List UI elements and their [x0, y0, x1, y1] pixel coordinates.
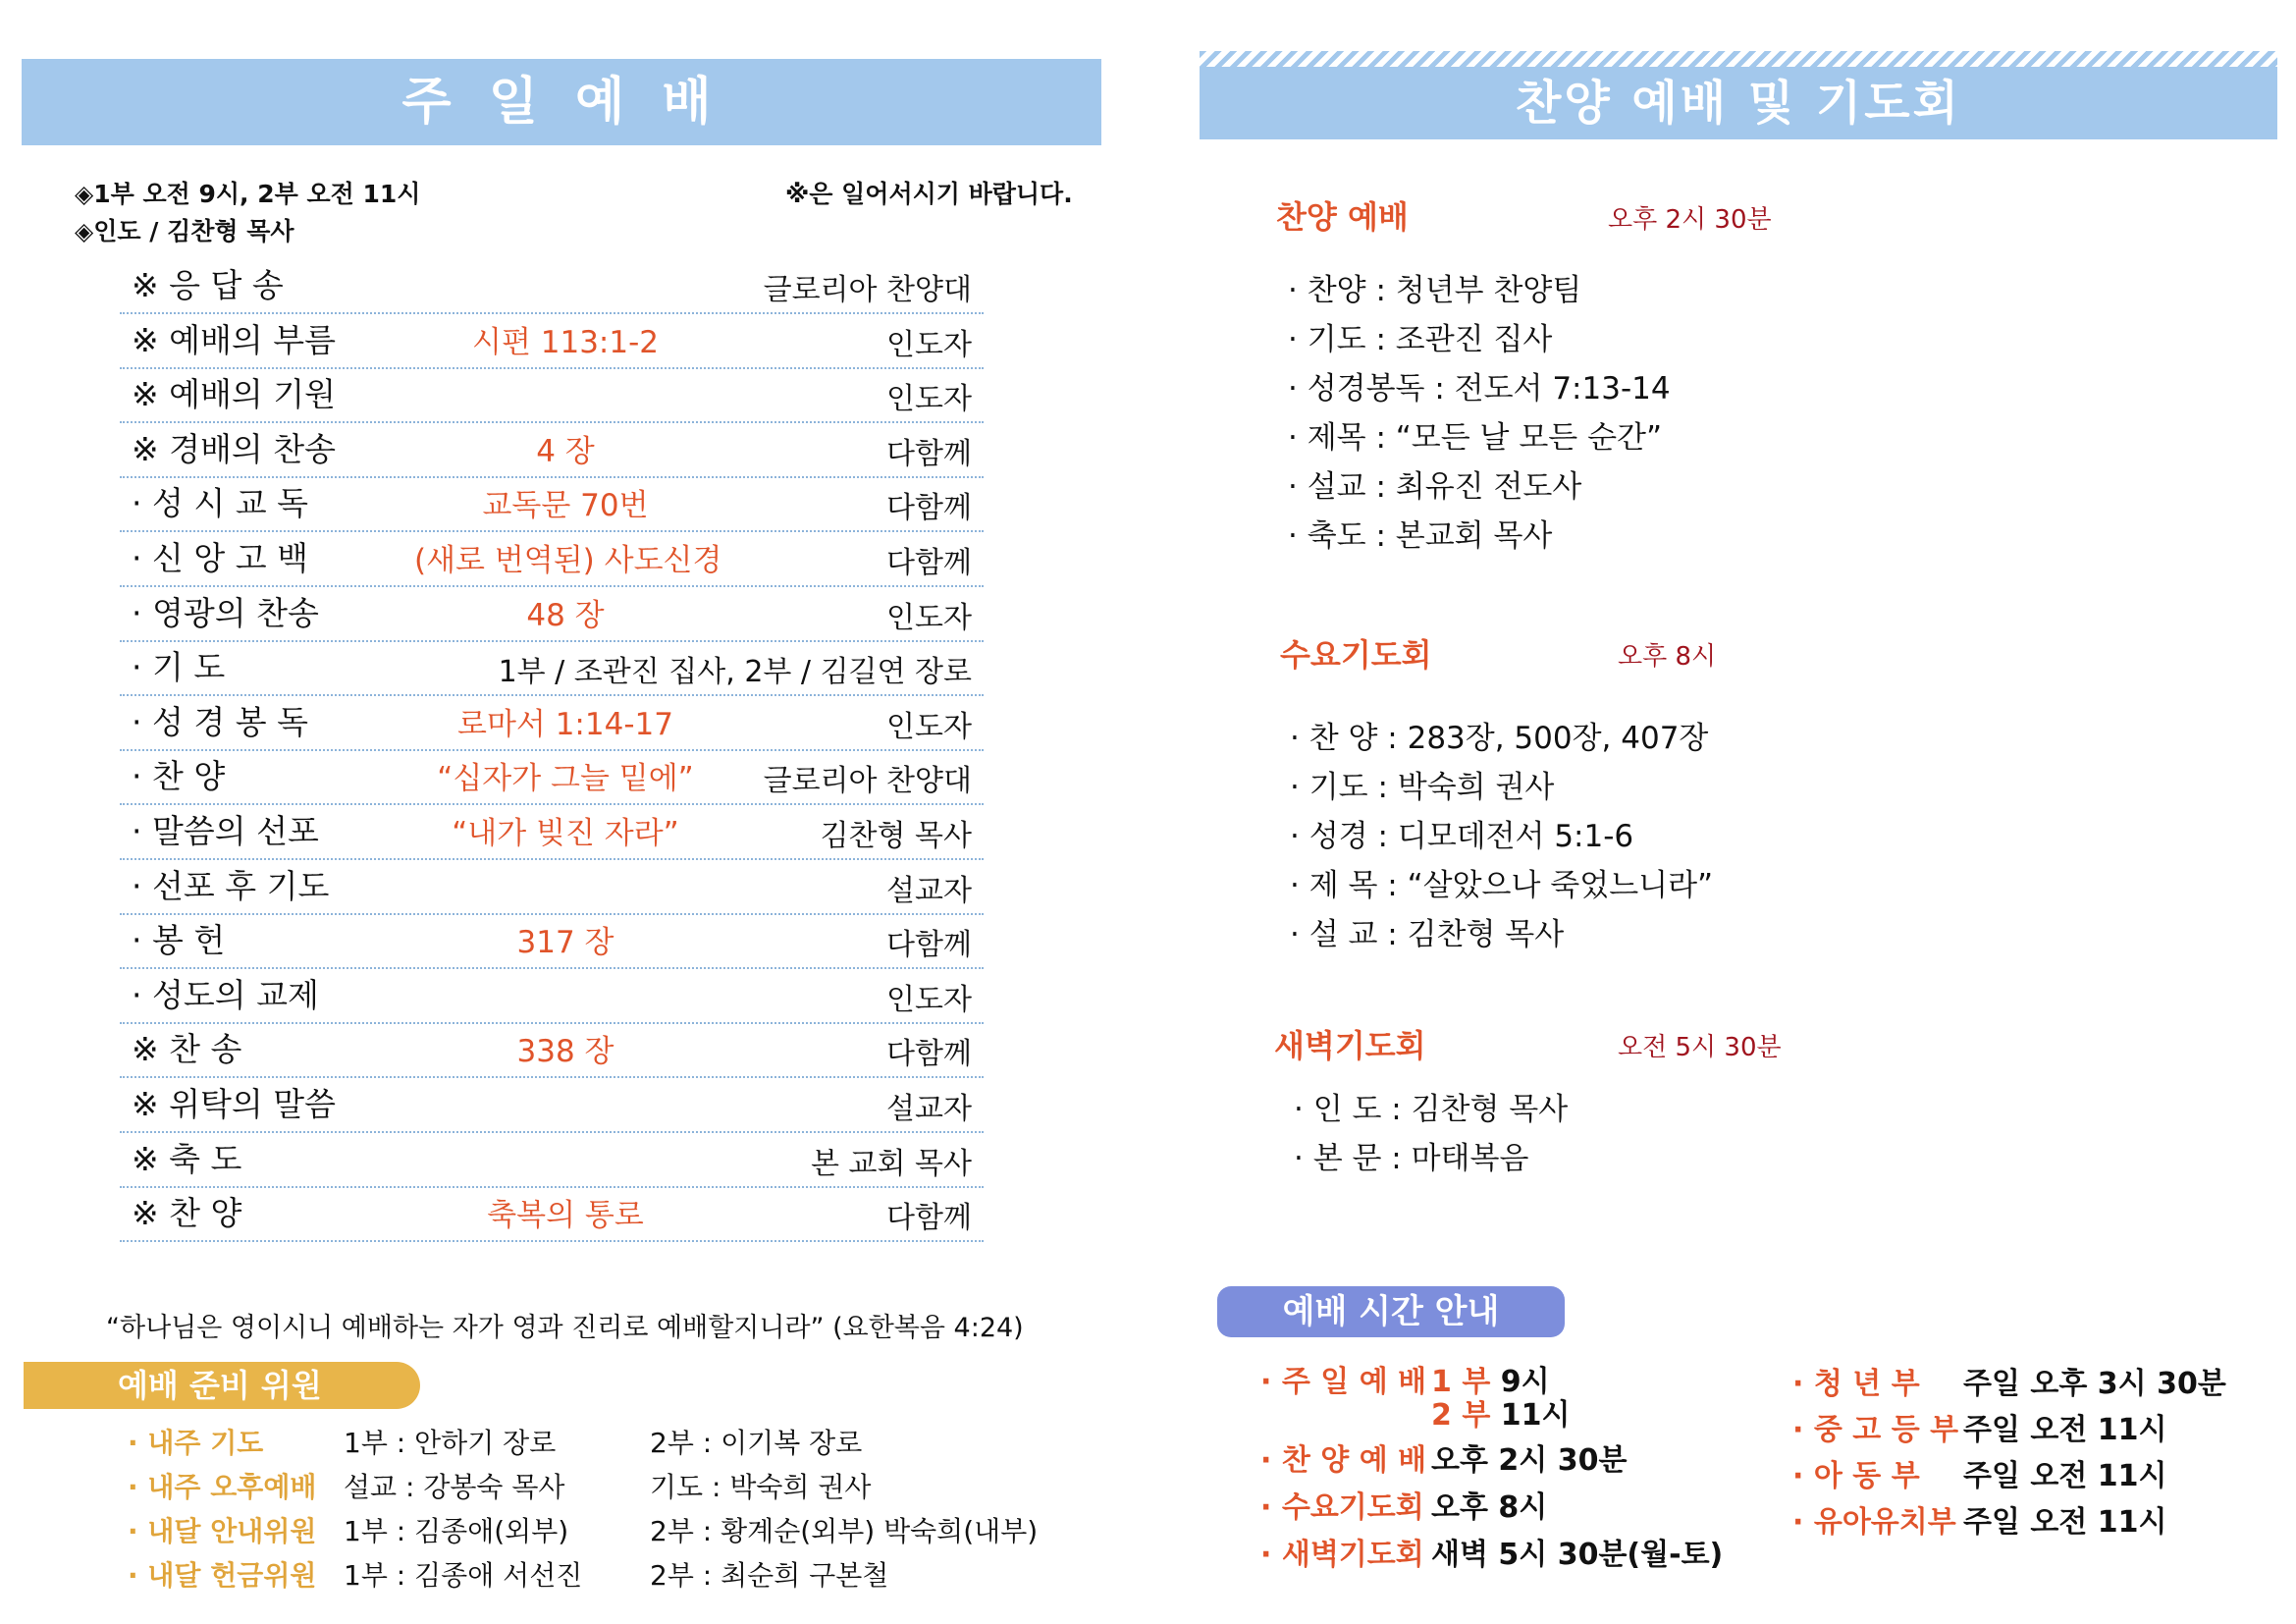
tg-group-label: · 중 고 등 부 [1792, 1413, 1959, 1447]
order-responsible: 글로리아 찬양대 [763, 764, 972, 799]
tg-wednesday-time: 오후 8시 [1431, 1490, 1548, 1525]
tg-sunday-1-time: 9시 [1500, 1365, 1550, 1399]
committee-first: 1부 : 김종애(외부) [344, 1515, 569, 1547]
order-row [120, 1133, 984, 1188]
order-row [120, 368, 984, 423]
tg-praise-label: · 찬 양 예 배 [1260, 1443, 1427, 1478]
order-item: · 성도의 교제 [132, 975, 319, 1014]
order-responsible: 다함께 [886, 1201, 972, 1236]
order-reference: 338 장 [516, 1034, 614, 1070]
tg-sunday-1-part: 1 부 [1431, 1365, 1491, 1399]
committee-second: 기도 : 박숙희 권사 [650, 1471, 872, 1503]
order-item: · 찬 양 [132, 757, 226, 796]
order-responsible: 인도자 [886, 709, 972, 744]
tg-group-time: 주일 오후 3시 30분 [1963, 1367, 2226, 1401]
wednesday-section-time: 오후 8시 [1618, 642, 1717, 672]
order-item: · 말씀의 선포 [132, 812, 319, 850]
dawn-line: · 인 도 : 김찬형 목사 [1294, 1092, 1569, 1127]
order-reference: 교독문 70번 [482, 488, 649, 524]
order-responsible: 다함께 [886, 546, 972, 580]
banner-stripes [1200, 51, 2277, 67]
order-responsible: 설교자 [886, 873, 972, 908]
tg-dawn-label: · 새벽기도회 [1260, 1538, 1424, 1572]
tg-group-label: · 아 동 부 [1792, 1459, 1920, 1493]
tg-sunday-2 [1431, 1390, 1571, 1434]
praise-section-time: 오후 2시 30분 [1608, 205, 1772, 235]
tg-group-label: · 유아유치부 [1792, 1505, 1956, 1540]
order-item: · 선포 후 기도 [132, 866, 330, 905]
order-responsible: 김찬형 목사 [820, 819, 972, 853]
order-item: · 성 시 교 독 [132, 484, 308, 523]
order-reference: (새로 번역된) 사도신경 [414, 543, 722, 578]
committee-second: 2부 : 최순희 구본철 [650, 1559, 889, 1592]
order-row [120, 1187, 984, 1242]
order-reference: 축복의 통로 [487, 1198, 644, 1234]
tg-praise-time: 오후 2시 30분 [1431, 1443, 1628, 1478]
order-item: ※ 경배의 찬송 [132, 429, 337, 468]
order-row [120, 914, 984, 969]
order-item: · 신 앙 고 백 [132, 539, 308, 577]
order-responsible: 인도자 [886, 327, 972, 362]
committee-first: 설교 : 강봉숙 목사 [344, 1471, 565, 1503]
order-responsible: 다함께 [886, 436, 972, 471]
order-row [120, 1023, 984, 1078]
standing-note: ※은 일어서시기 바랍니다. [785, 180, 1073, 208]
service-leader: ◈인도 / 김찬형 목사 [75, 217, 294, 245]
tg-sunday-label: · 주 일 예 배 [1260, 1365, 1427, 1399]
order-row [120, 259, 984, 314]
order-responsible: 설교자 [886, 1092, 972, 1126]
wednesday-section-title: 수요기도회 [1280, 636, 1432, 674]
order-row [120, 423, 984, 478]
order-responsible: 다함께 [886, 928, 972, 963]
order-item: · 기 도 [132, 648, 226, 687]
order-reference: “십자가 그늘 밑에” [437, 761, 694, 797]
tg-sunday-2-part: 2 부 [1431, 1398, 1491, 1433]
wednesday-line: · 제 목 : “살았으나 죽었느니라” [1290, 868, 1714, 903]
tg-wednesday-label: · 수요기도회 [1260, 1490, 1424, 1525]
praise-prayer-title: 찬양 예배 및 기도회 [1515, 76, 1962, 131]
order-responsible: 인도자 [886, 600, 972, 635]
committee-first: 1부 : 안하기 장로 [344, 1427, 557, 1459]
committee-title: 예배 준비 위원 [118, 1367, 322, 1404]
order-item: ※ 위탁의 말씀 [132, 1085, 337, 1123]
order-row [120, 477, 984, 532]
order-item: ※ 찬 송 [132, 1030, 242, 1069]
committee-role: · 내주 오후예배 [128, 1471, 317, 1503]
wednesday-line: · 찬 양 : 283장, 500장, 407장 [1290, 721, 1709, 756]
praise-line: · 설교 : 최유진 전도사 [1288, 469, 1582, 505]
order-responsible: 글로리아 찬양대 [763, 273, 972, 307]
wednesday-line: · 기도 : 박숙희 권사 [1290, 770, 1555, 805]
order-responsible: 다함께 [886, 1037, 972, 1072]
praise-line: · 기도 : 조관진 집사 [1288, 322, 1553, 357]
order-reference: 4 장 [536, 433, 595, 469]
sunday-service-title: 주 일 예 배 [401, 73, 721, 132]
committee-second: 2부 : 황계순(외부) 박숙희(내부) [650, 1515, 1039, 1547]
order-responsible: 1부 / 조관진 집사, 2부 / 김길연 장로 [498, 655, 972, 690]
order-reference: 317 장 [516, 925, 614, 961]
order-item: · 봉 헌 [132, 921, 226, 960]
order-item: ※ 예배의 부름 [132, 320, 337, 359]
order-row [120, 805, 984, 860]
order-reference: 로마서 1:14-17 [457, 706, 673, 742]
order-responsible: 인도자 [886, 382, 972, 417]
order-row [120, 587, 984, 642]
committee-role: · 내주 기도 [128, 1427, 264, 1459]
order-reference: 48 장 [526, 597, 605, 633]
tg-group-time: 주일 오전 11시 [1963, 1505, 2167, 1540]
order-row [120, 314, 984, 369]
order-item: ※ 찬 양 [132, 1194, 242, 1233]
order-row [120, 532, 984, 587]
order-row [120, 860, 984, 915]
order-row [120, 750, 984, 805]
tg-group-time: 주일 오전 11시 [1963, 1459, 2167, 1493]
committee-role: · 내달 헌금위원 [128, 1559, 317, 1592]
order-item: ※ 응 답 송 [132, 266, 284, 304]
praise-section-title: 찬양 예배 [1276, 198, 1409, 236]
scripture-verse: “하나님은 영이시니 예배하는 자가 영과 진리로 예배할지니라” (요한복음 4:24) [106, 1313, 1024, 1343]
order-row [120, 1078, 984, 1133]
order-item: ※ 예배의 기원 [132, 375, 337, 414]
order-responsible: 본 교회 목사 [811, 1146, 972, 1181]
order-item: ※ 축 도 [132, 1139, 242, 1178]
tg-group-label: · 청 년 부 [1792, 1367, 1920, 1401]
order-row [120, 641, 984, 696]
order-responsible: 인도자 [886, 982, 972, 1017]
tg-sunday-2-time: 11시 [1500, 1398, 1571, 1433]
committee-role: · 내달 안내위원 [128, 1515, 317, 1547]
order-responsible: 다함께 [886, 491, 972, 526]
dawn-section-time: 오전 5시 30분 [1618, 1033, 1782, 1062]
order-row [120, 696, 984, 751]
tg-dawn-time: 새벽 5시 30분(월-토) [1431, 1538, 1724, 1572]
praise-line: · 성경봉독 : 전도서 7:13-14 [1288, 371, 1671, 406]
praise-line: · 제목 : “모든 날 모든 순간” [1288, 420, 1663, 456]
committee-second: 2부 : 이기복 장로 [650, 1427, 863, 1459]
order-item: · 성 경 봉 독 [132, 702, 308, 741]
tg-group-time: 주일 오전 11시 [1963, 1413, 2167, 1447]
time-guide-title: 예배 시간 안내 [1282, 1292, 1500, 1331]
praise-line: · 축도 : 본교회 목사 [1288, 518, 1553, 554]
praise-line: · 찬양 : 청년부 찬양팀 [1288, 273, 1582, 308]
service-times: ◈1부 오전 9시, 2부 오전 11시 [75, 180, 421, 208]
order-reference: “내가 빚진 자라” [452, 816, 679, 851]
committee-first: 1부 : 김종애 서선진 [344, 1559, 583, 1592]
wednesday-line: · 설 교 : 김찬형 목사 [1290, 917, 1565, 952]
wednesday-line: · 성경 : 디모데전서 5:1-6 [1290, 819, 1634, 854]
order-reference: 시편 113:1-2 [472, 324, 659, 360]
dawn-section-title: 새벽기도회 [1274, 1027, 1426, 1064]
dawn-line: · 본 문 : 마태복음 [1294, 1141, 1529, 1176]
order-item: · 영광의 찬송 [132, 593, 319, 632]
order-row [120, 969, 984, 1024]
